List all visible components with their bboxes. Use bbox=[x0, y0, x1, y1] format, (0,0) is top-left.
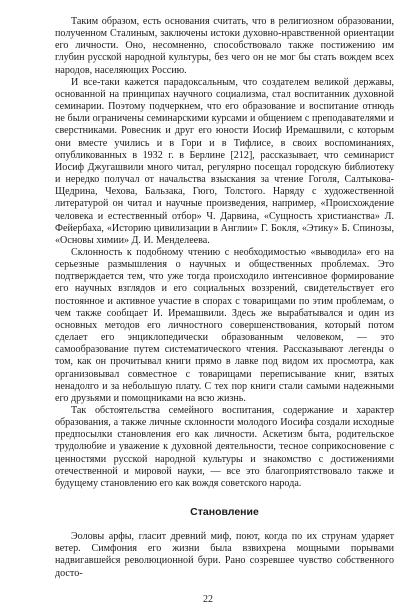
paragraph-3: Склонность к подобному чтению с необходимостью «выводила» его на серьезные размышления о научных и общественных проблемах. Это подтверждается тем, что уже тогда происходило интенсивное формирование его научных взглядов и его социальных воззрений, свидетельствует его постоянное и активное участие в спорах с товарищами по этим проблемам, о чем также сообщает И. Иремашвили. Здесь же вырабатывался и один из основных методов его личностного совершенствования, который потом сделает его энциклопедически образованным человеком, — это самообразование путем систематического чтения. Рассказывают легенды о том, как он прочитывал книги прямо в лавке под видом их просмотра, как организовывал совместное с товарищами переписывание книг, взятых ненадолго и за небольшую плату. С тех пор книги стали самыми надежными его друзьями и помощниками на всю жизнь. bbox=[55, 246, 394, 404]
section-paragraph: Эоловы арфы, гласит древний миф, поют, когда по их струнам ударяет ветер. Симфония его жизни была взвихрена мощными порывами надвигавшейся революционной бури. Рано созревшее чувство собственного досто- bbox=[55, 531, 394, 579]
page-number: 22 bbox=[203, 594, 213, 605]
paragraph-4: Так обстоятельства семейного воспитания, содержание и характер образования, а также личные склонности молодого Иосифа создали исходные предпосылки становления его как личности. Аскетизм быта, родительское трудолюбие и уважение к духовной деятельности, тесное соприкосновение с ценностями русской народной культуры и знакомство с достижениями отечественной и мировой науки, — все это благоприятствовало также и будущему становлению его как вождя советского народа. bbox=[55, 405, 394, 489]
section-heading: Становление bbox=[190, 506, 259, 519]
paragraph-1: Таким образом, есть основания считать, что в религиозном образовании, полученном Сталиным, заключены истоки духовно-нравственной ориентации его личности. Оно, несомненно, способствовало также постижению им глубин русской народной культуры, без чего он не мог бы стать вождем всех народов, населяющих Россию. bbox=[55, 16, 394, 76]
paragraph-2: И все-таки кажется парадоксальным, что создателем великой державы, основанной на принципах научного социализма, стал воспитанник духовной семинарии. Поэтому подчеркнем, что его образование и воспитание отнюдь не были ограничены семинарскими курсами и общением с преподавателями и сверстниками. Ровесник и друг его юности Иосиф Иремашвили, с которым они вместе учились и в Гори и в Тифлисе, в своих воспоминаниях, опубликованных в 1932 г. в Берлине [212], рассказывает, что семинарист Иосиф Джугашвили много читал, регулярно посещал городскую библиотеку и нередко получал от начальства взыскания за чтение Гоголя, Салтыкова-Щедрина, Чехова, Бальзака, Гюго, Толстого. Наряду с художественной литературой он читал и научные произведения, например, «Происхождение человека и естественный отбор» Ч. Дарвина, «Сущность христианства» Л. Фейербаха, «Историю цивилизации в Англии» Г. Бокля, «Этику» Б. Спинозы, «Основы химии» Д. И. Менделеева. bbox=[55, 76, 394, 246]
